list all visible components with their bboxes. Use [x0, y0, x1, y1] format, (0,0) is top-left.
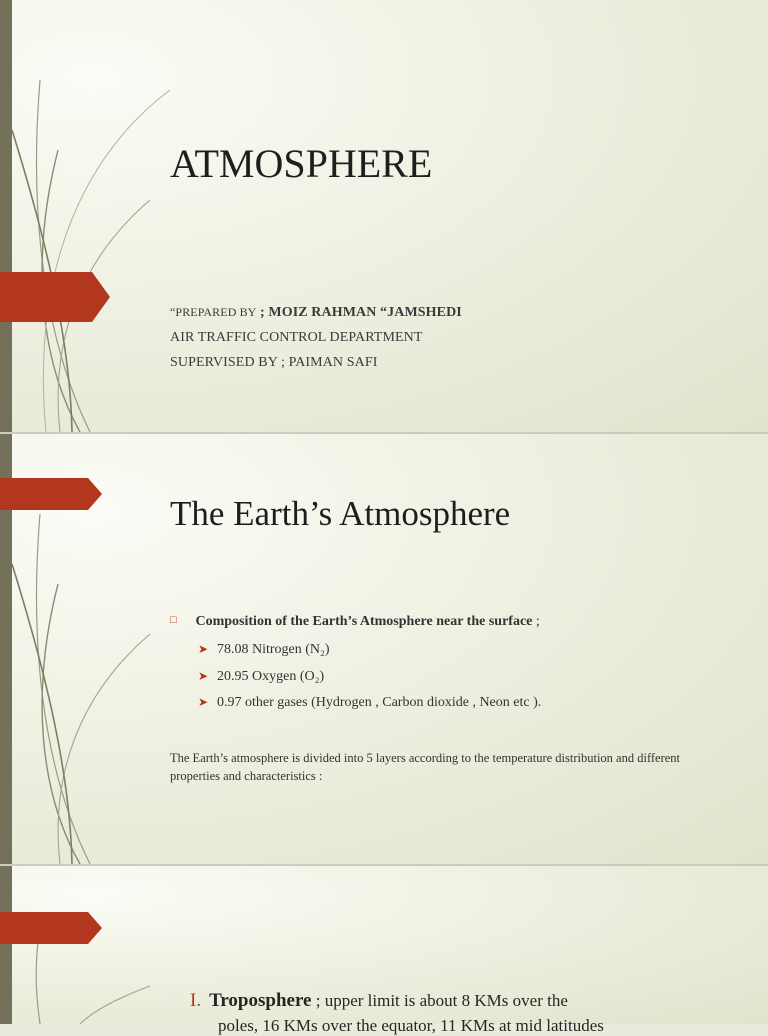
layer-description-continued: poles, 16 KMs over the equator, 11 KMs at mid latitudes	[218, 1016, 604, 1035]
arrow-bullet-icon: ➤	[198, 695, 209, 709]
list-item	[198, 642, 330, 658]
layer-name: Troposphere	[209, 990, 312, 1011]
layers-paragraph: The Earth’s atmosphere is divided into 5 layers according to the temperature distribution and different properties and characteristics :	[170, 751, 681, 783]
slide-marker-tab	[0, 272, 110, 322]
list-item-text: 20.95 Oxygen (O₂)	[217, 669, 325, 684]
arrow-bullet-icon: ➤	[198, 642, 209, 656]
slide-earths-atmosphere	[0, 434, 768, 864]
composition-heading: Composition of the Earth’s Atmosphere near the surface	[195, 614, 533, 629]
supervised-by: SUPERVISED BY ; PAIMAN SAFI	[170, 355, 378, 370]
slide-marker-tab	[0, 478, 102, 510]
list-item	[198, 669, 324, 685]
list-item-text: 0.97 other gases (Hydrogen , Carbon dioxide , Neon etc ).	[217, 695, 542, 710]
slide-heading: The Earth’s Atmosphere	[170, 494, 511, 533]
layer-description: ; upper limit is about 8 KMs over the	[311, 991, 568, 1010]
square-bullet-icon: □	[170, 614, 177, 626]
troposphere-line	[190, 990, 568, 1012]
slide-title	[0, 0, 768, 432]
composition-tail: ;	[532, 614, 540, 629]
department: AIR TRAFFIC CONTROL DEPARTMENT	[170, 330, 423, 345]
prepared-by	[170, 305, 462, 321]
slide-troposphere	[0, 866, 768, 1035]
list-item	[198, 695, 541, 711]
list-item-text: 78.08 Nitrogen (N₂)	[217, 642, 330, 657]
layer-number: I.	[190, 990, 202, 1011]
arrow-bullet-icon: ➤	[198, 669, 209, 683]
prepared-by-name: ; MOIZ RAHMAN “JAMSHEDI	[256, 305, 462, 320]
composition-bullet	[170, 614, 540, 630]
presentation-title: ATMOSPHERE	[170, 141, 433, 186]
slide-marker-tab	[0, 912, 102, 944]
prepared-by-label: “PREPARED BY	[170, 305, 257, 319]
decorative-swirl	[0, 866, 200, 1024]
